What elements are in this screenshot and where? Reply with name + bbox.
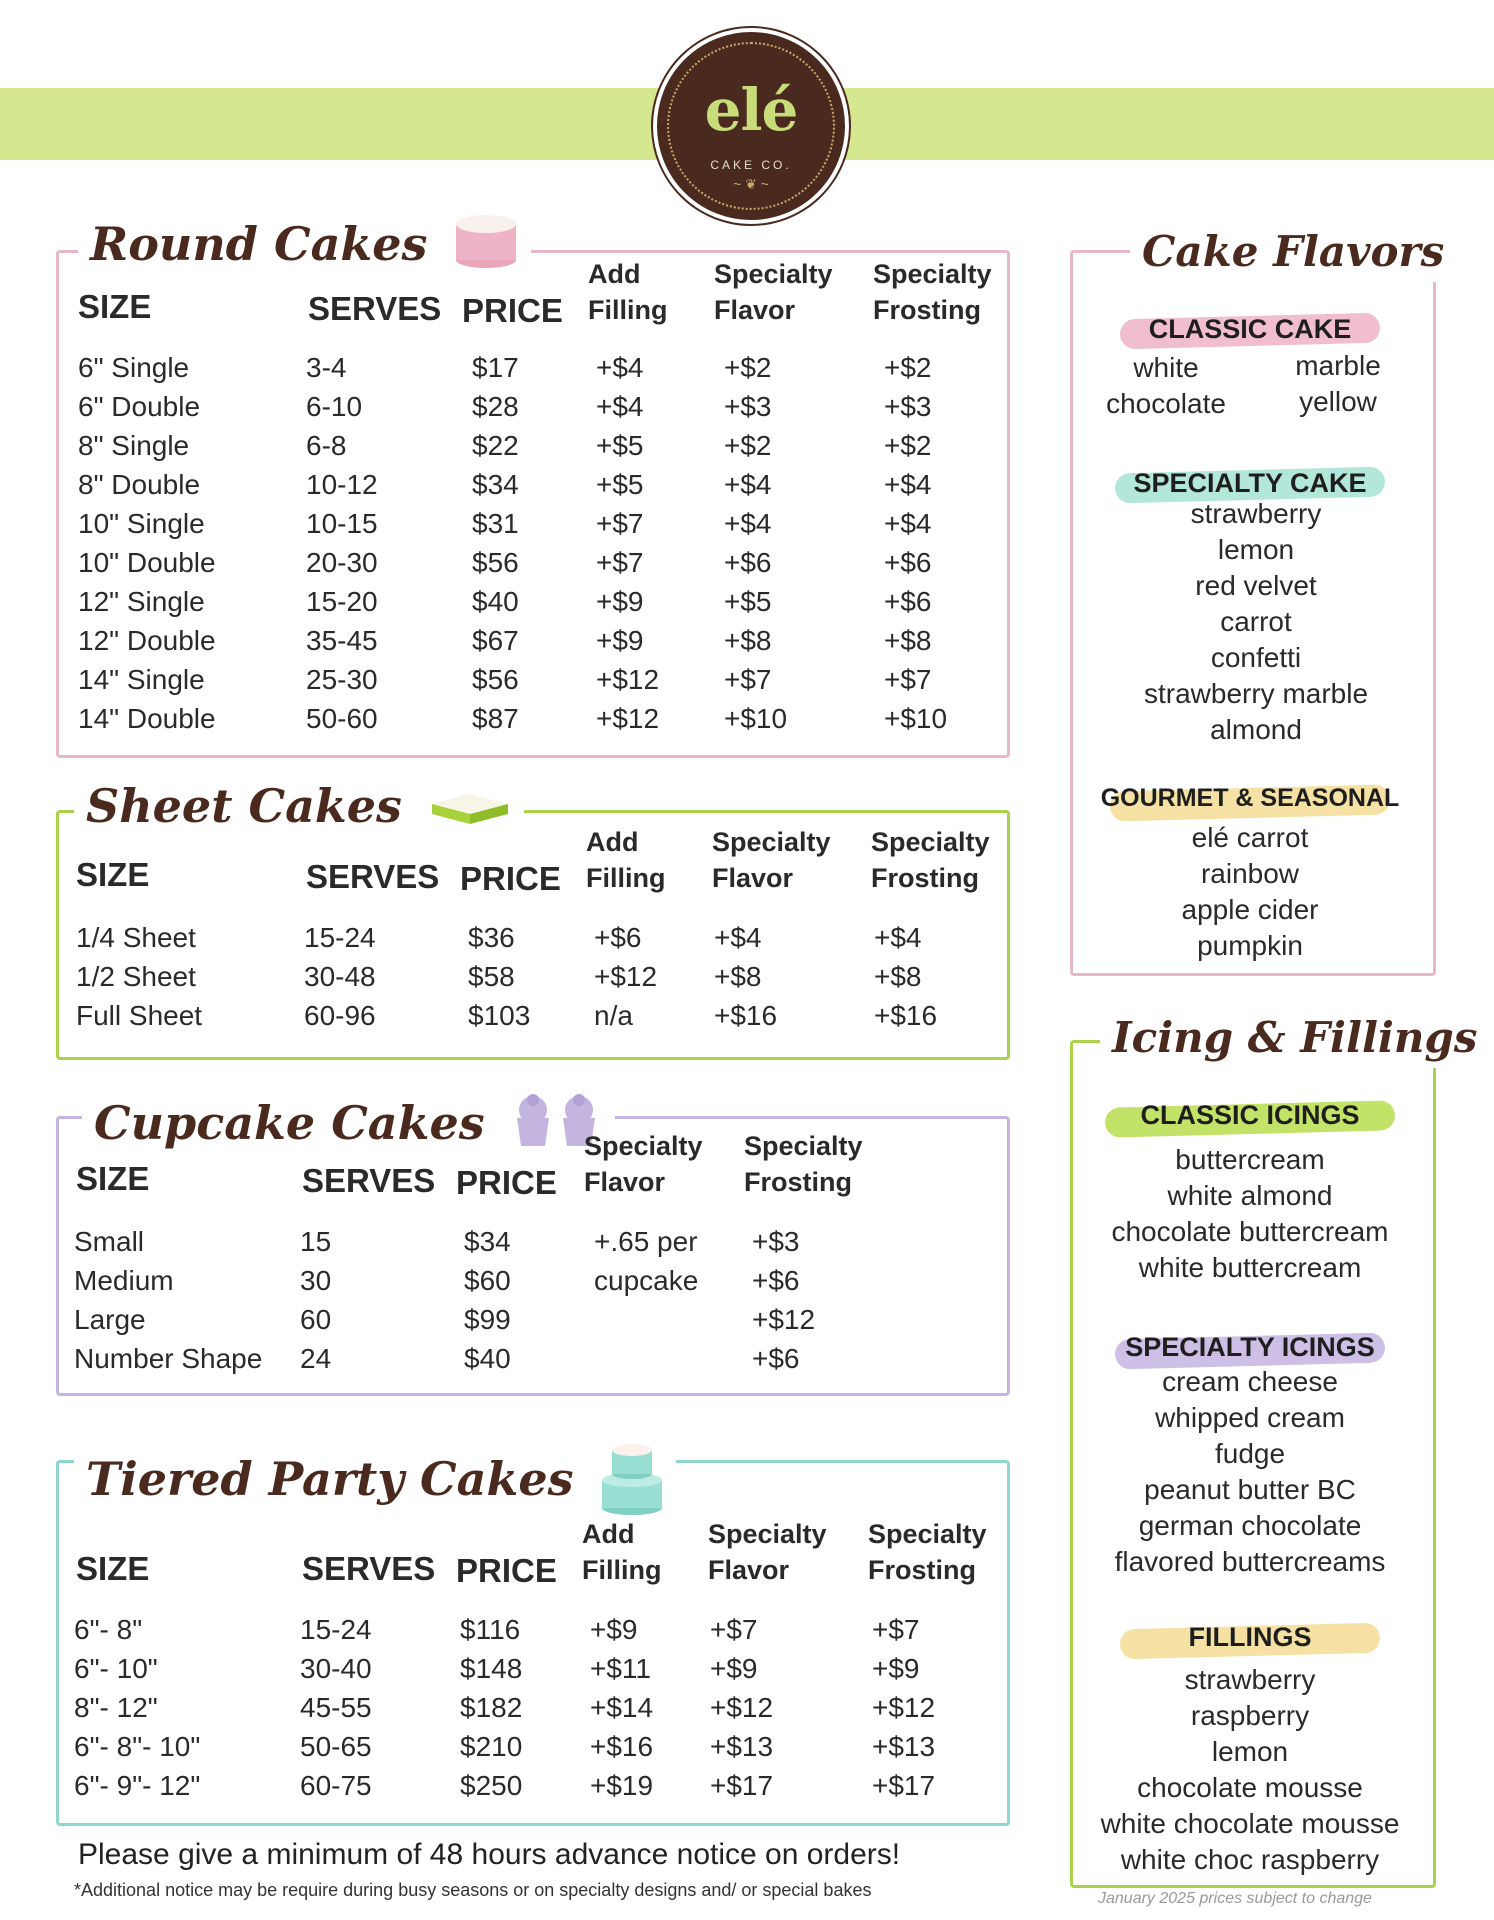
table-cell: $22 [472, 430, 519, 461]
table-cell: +$4 [884, 469, 932, 500]
table-cell: 6" Single [78, 352, 190, 383]
table-cell: Number Shape [74, 1343, 263, 1374]
table-cell: $116 [460, 1614, 521, 1645]
fillings-heading: FILLINGS [1188, 1622, 1312, 1652]
round-header-specialty-2: Specialty [873, 259, 992, 289]
round-cakes-title [78, 212, 531, 284]
round-header-specialty: Specialty [714, 259, 833, 289]
table-cell: +$12 [594, 961, 658, 992]
table-cell: 50-60 [306, 703, 378, 734]
specialty-cake-heading: SPECIALTY CAKE [1133, 468, 1367, 498]
table-cell: 30-40 [300, 1653, 372, 1684]
fine-print: *Additional notice may be require during busy seasons or on specialty designs and/ or special bakes [74, 1880, 872, 1900]
table-cell: $40 [472, 586, 519, 617]
table-cell: $56 [472, 664, 519, 695]
table-cell: $103 [468, 1000, 531, 1031]
table-cell: +$2 [884, 430, 932, 461]
table-cell: $58 [468, 961, 515, 992]
tiered-header-size: SIZE [76, 1550, 150, 1587]
table-cell: Small [74, 1226, 145, 1257]
table-cell: +$6 [884, 586, 932, 617]
list-item: almond [1210, 714, 1302, 745]
table-cell: 10-12 [306, 469, 378, 500]
table-cell: +$4 [874, 922, 922, 953]
table-cell: $250 [460, 1770, 523, 1801]
list-item: strawberry marble [1143, 678, 1369, 709]
table-cell: 15-24 [304, 922, 376, 953]
table-cell: +$4 [724, 508, 772, 539]
table-cell: +$4 [596, 391, 644, 422]
table-cell: n/a [594, 1000, 633, 1031]
tiered-header-add: Add [582, 1519, 635, 1549]
cupcake-header-specialty-2: Specialty [744, 1131, 863, 1161]
flavor-classic-item: marble [1295, 350, 1381, 381]
table-cell: +$7 [596, 547, 644, 578]
round-header-specialty-flavor [714, 256, 833, 328]
table-cell: +$3 [884, 391, 932, 422]
table-cell: +$16 [714, 1000, 778, 1031]
table-cell: +$17 [872, 1770, 936, 1801]
table-cell: 10-15 [306, 508, 378, 539]
round-header-filling: Filling [588, 295, 668, 325]
table-cell: $28 [472, 391, 519, 422]
sheet-header-flavor: Flavor [712, 863, 794, 893]
table-cell: $99 [464, 1304, 511, 1335]
table-cell: +$4 [714, 922, 762, 953]
cupcake-header-specialty: Specialty [584, 1131, 703, 1161]
table-cell: 6" Double [78, 391, 201, 422]
table-cell: +$9 [590, 1614, 638, 1645]
round-header-price: PRICE [462, 292, 563, 329]
table-cell: +$7 [884, 664, 932, 695]
table-cell: +$12 [710, 1692, 774, 1723]
list-item: whipped cream [1155, 1402, 1345, 1433]
table-cell: 8" Single [78, 430, 190, 461]
round-header-flavor: Flavor [714, 295, 796, 325]
table-cell: +$12 [872, 1692, 936, 1723]
table-cell: $87 [472, 703, 519, 734]
list-item: cream cheese [1162, 1366, 1338, 1397]
tiered-header-specialty: Specialty [708, 1519, 827, 1549]
table-cell: $36 [468, 922, 515, 953]
list-item: strawberry [1190, 498, 1322, 529]
flavor-classic-item: white [1133, 352, 1199, 383]
list-item: lemon [1211, 1736, 1289, 1767]
logo-flourish: ~ ❦ ~ [733, 176, 769, 192]
sheet-header-specialty-frosting [871, 824, 990, 896]
table-cell: +$9 [596, 586, 644, 617]
round-header-frosting: Frosting [873, 295, 981, 325]
table-cell: 45-55 [300, 1692, 372, 1723]
sheet-header-serves: SERVES [306, 858, 440, 895]
table-cell: +$6 [594, 922, 642, 953]
table-cell: +$16 [874, 1000, 938, 1031]
table-cell: +$2 [724, 430, 772, 461]
cupcake-header-serves: SERVES [302, 1162, 436, 1199]
table-cell: +$13 [710, 1731, 774, 1762]
table-cell: +$8 [714, 961, 762, 992]
table-cell: +$19 [590, 1770, 654, 1801]
table-cell: 15 [300, 1226, 332, 1257]
table-cell: 60-75 [300, 1770, 372, 1801]
table-cell: +$10 [884, 703, 948, 734]
table-cell: +$4 [596, 352, 644, 383]
table-cell: cupcake [594, 1265, 699, 1296]
list-item: fudge [1214, 1438, 1286, 1469]
table-cell: 12" Double [78, 625, 216, 656]
sheet-header-size: SIZE [76, 856, 150, 893]
list-item: red velvet [1195, 570, 1317, 601]
table-cell: +$7 [724, 664, 772, 695]
tiered-header-add-filling [582, 1516, 661, 1588]
table-cell: +$3 [724, 391, 772, 422]
table-cell: 50-65 [300, 1731, 372, 1762]
specialty-icings-heading: SPECIALTY ICINGS [1125, 1332, 1375, 1362]
tiered-header-filling: Filling [582, 1555, 662, 1585]
gourmet-seasonal-heading: GOURMET & SEASONAL [1100, 784, 1400, 812]
table-cell: 60 [300, 1304, 332, 1335]
sheet-header-frosting: Frosting [871, 863, 979, 893]
table-cell: +$6 [752, 1265, 800, 1296]
list-item: apple cider [1181, 894, 1319, 925]
table-cell: +$2 [884, 352, 932, 383]
list-item: chocolate mousse [1137, 1772, 1363, 1803]
table-cell: $17 [472, 352, 519, 383]
round-header-serves: SERVES [308, 290, 442, 327]
table-cell: 35-45 [306, 625, 378, 656]
list-item: pumpkin [1197, 930, 1303, 961]
round-header-add: Add [588, 259, 641, 289]
table-cell: 15-20 [306, 586, 378, 617]
table-cell: +$6 [724, 547, 772, 578]
cake-flavors-title: Cake Flavors [1130, 222, 1456, 282]
table-cell: $210 [460, 1731, 523, 1762]
table-cell: +$16 [590, 1731, 654, 1762]
list-item: peanut butter BC [1144, 1474, 1356, 1505]
round-cake-icon [453, 212, 519, 284]
sheet-header-price: PRICE [460, 860, 561, 897]
list-item: raspberry [1190, 1700, 1310, 1731]
list-item: white almond [1167, 1180, 1333, 1211]
table-cell: +$5 [596, 469, 644, 500]
table-cell: 1/2 Sheet [76, 961, 196, 992]
table-cell: Large [74, 1304, 146, 1335]
cupcake-header-price: PRICE [456, 1164, 557, 1201]
table-cell: 6"- 9"- 12" [74, 1770, 201, 1801]
advance-notice: Please give a minimum of 48 hours advance notice on orders! [78, 1838, 901, 1871]
table-cell: +$14 [590, 1692, 654, 1723]
table-cell: +$7 [872, 1614, 920, 1645]
table-cell: +$9 [596, 625, 644, 656]
list-item: german chocolate [1138, 1510, 1362, 1541]
table-cell: +$5 [596, 430, 644, 461]
table-cell: 8"- 12" [74, 1692, 158, 1723]
tiered-header-price: PRICE [456, 1552, 557, 1589]
table-cell: 6-8 [306, 430, 347, 461]
list-item: white chocolate mousse [1100, 1808, 1400, 1839]
tiered-header-serves: SERVES [302, 1550, 436, 1587]
table-cell: Medium [74, 1265, 174, 1296]
sheet-cake-icon [428, 780, 512, 840]
table-cell: 14" Double [78, 703, 216, 734]
sheet-header-specialty-flavor [712, 824, 831, 896]
table-cell: +$7 [710, 1614, 758, 1645]
icing-fillings-title: Icing & Fillings [1100, 1008, 1489, 1068]
table-cell: +$12 [752, 1304, 816, 1335]
table-cell: +$8 [874, 961, 922, 992]
logo-tagline: CAKE CO. [710, 158, 792, 172]
table-cell: +$4 [724, 469, 772, 500]
table-cell: +.65 per [594, 1226, 698, 1257]
table-cell: $40 [464, 1343, 511, 1374]
round-cakes-title-text: Round Cakes [90, 217, 428, 271]
list-item: chocolate buttercream [1111, 1216, 1389, 1247]
table-cell: $34 [464, 1226, 511, 1257]
sheet-header-specialty-2: Specialty [871, 827, 990, 857]
list-item: confetti [1210, 642, 1302, 673]
table-cell: 6"- 8"- 10" [74, 1731, 201, 1762]
round-header-specialty-frosting [873, 256, 992, 328]
list-item: flavored buttercreams [1114, 1546, 1386, 1577]
table-cell: $31 [472, 508, 519, 539]
table-cell: +$5 [724, 586, 772, 617]
cupcake-header-size: SIZE [76, 1160, 150, 1197]
table-cell: 25-30 [306, 664, 378, 695]
table-cell: +$11 [590, 1653, 651, 1684]
tiered-header-frosting: Frosting [868, 1555, 976, 1585]
table-cell: +$8 [724, 625, 772, 656]
list-item: rainbow [1200, 858, 1300, 889]
table-cell: $60 [464, 1265, 511, 1296]
table-cell: +$6 [752, 1343, 800, 1374]
table-cell: $182 [460, 1692, 523, 1723]
cupcake-header-flavor: Flavor [584, 1167, 666, 1197]
ele-cake-co-logo [653, 28, 849, 224]
round-header-add-filling [588, 256, 667, 328]
tiered-header-specialty-flavor [708, 1516, 827, 1588]
cupcake-header-frosting: Frosting [744, 1167, 852, 1197]
table-cell: +$10 [724, 703, 788, 734]
tiered-cakes-title-text: Tiered Party Cakes [86, 1452, 574, 1506]
flavor-classic-item: chocolate [1106, 388, 1226, 419]
table-cell: 3-4 [306, 352, 347, 383]
cupcake-header-specialty-flavor [584, 1128, 703, 1200]
sheet-cakes-title [74, 776, 524, 840]
table-cell: $34 [472, 469, 519, 500]
list-item: strawberry [1184, 1664, 1316, 1695]
list-item: lemon [1217, 534, 1295, 565]
sheet-header-filling: Filling [586, 863, 666, 893]
table-cell: +$8 [884, 625, 932, 656]
table-cell: 30-48 [304, 961, 376, 992]
sheet-cakes-title-text: Sheet Cakes [86, 779, 402, 833]
tiered-header-flavor: Flavor [708, 1555, 790, 1585]
table-cell: $148 [460, 1653, 523, 1684]
round-header-size: SIZE [78, 288, 152, 325]
table-cell: +$3 [752, 1226, 800, 1257]
list-item: elé carrot [1191, 822, 1309, 853]
table-cell: 60-96 [304, 1000, 376, 1031]
table-cell: +$12 [596, 703, 660, 734]
list-item: white choc raspberry [1120, 1844, 1380, 1875]
table-cell: $67 [472, 625, 519, 656]
table-cell: 10" Double [78, 547, 216, 578]
table-cell: $56 [472, 547, 519, 578]
table-cell: 20-30 [306, 547, 378, 578]
cupcake-cakes-title [82, 1090, 615, 1164]
table-cell: 24 [300, 1343, 332, 1374]
list-item: carrot [1220, 606, 1292, 637]
cupcake-cakes-title-text: Cupcake Cakes [94, 1096, 485, 1150]
table-cell: 6"- 8" [74, 1614, 143, 1645]
table-cell: 10" Single [78, 508, 205, 539]
table-cell: +$9 [710, 1653, 758, 1684]
price-date-note: January 2025 prices subject to change [1098, 1890, 1372, 1907]
table-cell: +$12 [596, 664, 660, 695]
logo-wordmark: elé [704, 76, 798, 144]
table-cell: +$9 [872, 1653, 920, 1684]
table-cell: 15-24 [300, 1614, 372, 1645]
list-item: buttercream [1175, 1144, 1325, 1175]
classic-cake-heading: CLASSIC CAKE [1148, 314, 1352, 344]
table-cell: +$7 [596, 508, 644, 539]
table-cell: +$2 [724, 352, 772, 383]
sheet-header-add: Add [586, 827, 639, 857]
table-cell: 14" Single [78, 664, 205, 695]
list-item: white buttercream [1138, 1252, 1362, 1283]
table-cell: 12" Single [78, 586, 205, 617]
tiered-header-specialty-frosting [868, 1516, 987, 1588]
table-cell: +$13 [872, 1731, 936, 1762]
table-cell: 6-10 [306, 391, 363, 422]
table-cell: +$4 [884, 508, 932, 539]
table-cell: 6"- 10" [74, 1653, 158, 1684]
cupcake-header-specialty-frosting [744, 1128, 863, 1200]
table-cell: +$6 [884, 547, 932, 578]
table-cell: 30 [300, 1265, 332, 1296]
flavor-classic-item: yellow [1299, 386, 1377, 417]
tiered-header-specialty-2: Specialty [868, 1519, 987, 1549]
sheet-header-add-filling [586, 824, 665, 896]
sheet-header-specialty: Specialty [712, 827, 831, 857]
table-cell: 1/4 Sheet [76, 922, 196, 953]
table-cell: +$17 [710, 1770, 774, 1801]
table-cell: 8" Double [78, 469, 201, 500]
classic-icings-heading: CLASSIC ICINGS [1140, 1100, 1360, 1130]
table-cell: Full Sheet [76, 1000, 203, 1031]
